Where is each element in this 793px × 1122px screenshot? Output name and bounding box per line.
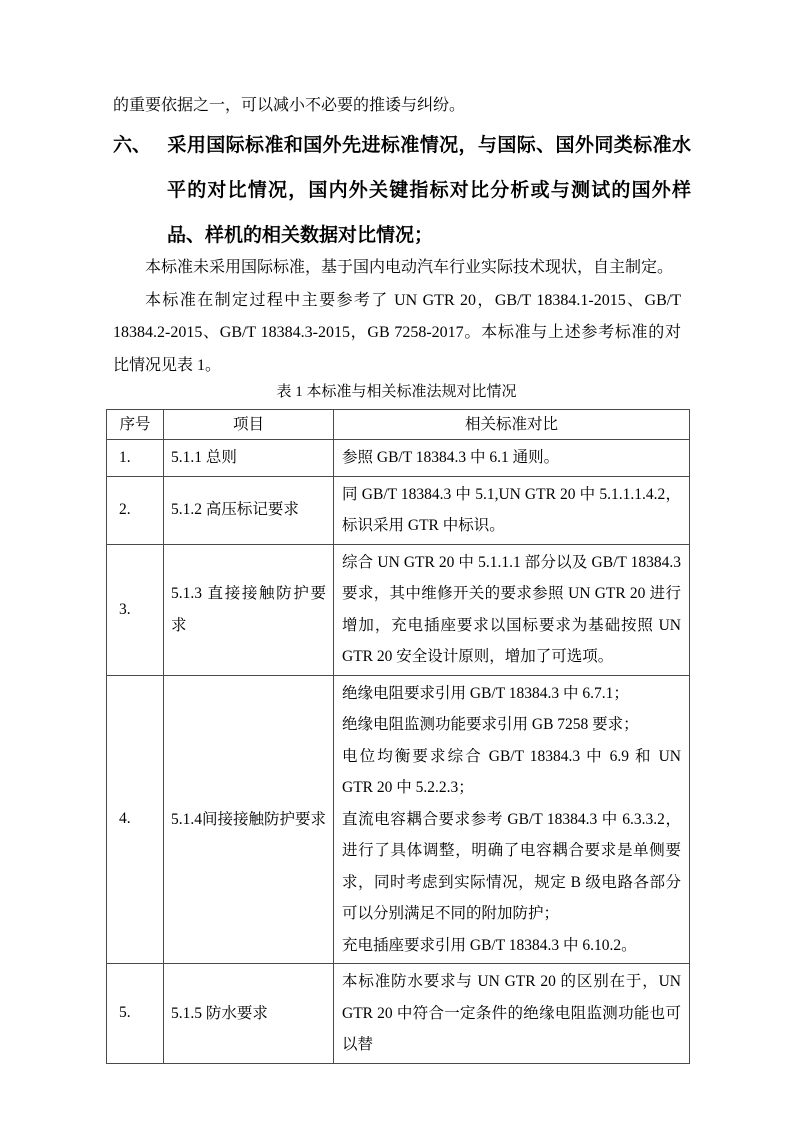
column-header-no: 序号	[107, 410, 164, 440]
table-caption: 表 1 本标准与相关标准法规对比情况	[276, 384, 517, 400]
body-text	[113, 252, 681, 382]
section-heading-text: 采用国际标准和国外先进标准情况，与国际、国外同类标准水平的对比情况，国内外关键指标对比分析或与测试的国外样品、样机的相关数据对比情况；	[167, 135, 691, 246]
comparison-paragraph: 本标准防水要求与 UN GTR 20 的区别在于，UN GTR 20 中符合一定条件的绝缘电阻监测功能也可以替	[342, 973, 681, 1053]
cell-no: 4.	[107, 675, 164, 964]
comparison-paragraph: 直流电容耦合要求参考 GB/T 18384.3 中 6.3.3.2，进行了具体调整，明确了电容耦合要求是单侧要求，同时考虑到实际情况，规定 B 级电路各部分可以分别满足不同的附加防护；	[342, 810, 681, 922]
cell-no: 3.	[107, 544, 164, 675]
comparison-paragraph: 综合 UN GTR 20 中 5.1.1.1 部分以及 GB/T 18384.3 要求，其中维修开关的要求参照 UN GTR 20 进行增加，充电插座要求以国标要求为基础按照 UN GTR 20 安全设计原则，增加了可选项。	[342, 553, 681, 665]
cell-comparison	[334, 964, 690, 1064]
table-row-4	[107, 675, 690, 964]
table-row-2	[107, 476, 690, 544]
cell-item: 5.1.2 高压标记要求	[164, 476, 334, 544]
comparison-paragraph: 绝缘电阻监测功能要求引用 GB 7258 要求；	[342, 716, 639, 733]
comparison-paragraph: 参照 GB/T 18384.3 中 6.1 通则。	[342, 449, 560, 466]
cell-no: 2.	[107, 476, 164, 544]
cell-no: 5.	[107, 964, 164, 1064]
body-paragraph-2: 本标准在制定过程中主要参考了 UN GTR 20，GB/T 18384.1-2015、GB/T 18384.2-2015、GB/T 18384.3-2015，GB 7258-2017。本标准与上述参考标准的对比情况见表 1。	[113, 291, 681, 374]
cell-item: 5.1.1 总则	[164, 440, 334, 477]
cell-comparison	[334, 440, 690, 477]
table-row-5	[107, 964, 690, 1064]
comparison-paragraph: 同 GB/T 18384.3 中 5.1,UN GTR 20 中 5.1.1.1.4.2，标识采用 GTR 中标识。	[342, 485, 681, 534]
cell-item: 5.1.3 直接接触防护要求	[164, 544, 334, 675]
table-row-3	[107, 544, 690, 675]
cell-comparison	[334, 544, 690, 675]
section-heading-number: 六、	[113, 135, 152, 156]
cell-comparison	[334, 675, 690, 964]
comparison-paragraph: 绝缘电阻要求引用 GB/T 18384.3 中 6.7.1；	[342, 684, 629, 702]
cell-item: 5.1.5 防水要求	[164, 964, 334, 1064]
comparison-paragraph: 电位均衡要求综合 GB/T 18384.3 中 6.9 和 UN GTR 20 中 5.2.2.3；	[342, 747, 681, 796]
cell-comparison	[334, 476, 690, 544]
column-header-comparison: 相关标准对比	[334, 410, 690, 440]
cell-item: 5.1.4间接接触防护要求	[164, 675, 334, 964]
table-row-1	[107, 440, 690, 477]
column-header-item: 项目	[164, 410, 334, 440]
cell-no: 1.	[107, 440, 164, 477]
section-heading	[113, 123, 691, 258]
comparison-paragraph: 充电插座要求引用 GB/T 18384.3 中 6.10.2。	[342, 936, 637, 954]
body-paragraph-1: 本标准未采用国际标准，基于国内电动汽车行业实际技术现状，自主制定。	[145, 259, 674, 276]
table-header-row	[107, 410, 690, 440]
standards-comparison-table	[106, 409, 690, 1064]
intro-paragraph: 的重要依据之一，可以减小不必要的推诿与纠纷。	[113, 97, 466, 114]
